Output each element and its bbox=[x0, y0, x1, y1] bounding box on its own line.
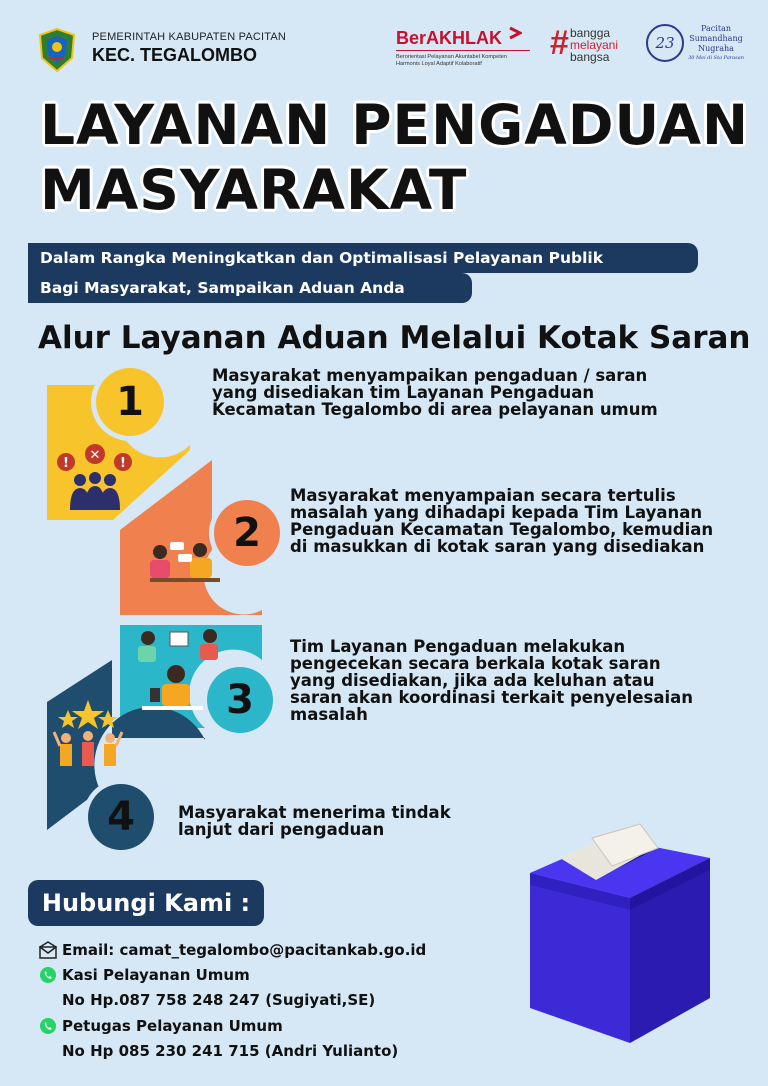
step-1-line: Masyarakat menyampaikan pengaduan / saran bbox=[212, 366, 648, 385]
whatsapp-icon bbox=[39, 966, 57, 984]
subtitle-banner-1: Dalam Rangka Meningkatkan dan Optimalisasi Pelayanan Publik bbox=[28, 243, 698, 273]
step-4-line: Masyarakat menerima tindak bbox=[178, 803, 451, 822]
bangga-melayani-logo bbox=[550, 24, 630, 64]
petugas-label: Petugas Pelayanan Umum bbox=[62, 1017, 283, 1035]
hash-symbol: # bbox=[550, 24, 569, 62]
kasi-phone[interactable]: No Hp.087 758 248 247 (Sugiyati,SE) bbox=[62, 991, 376, 1009]
mail-icon bbox=[39, 941, 57, 959]
bangga-word-1: bangga bbox=[570, 26, 611, 40]
step-4-number: 4 bbox=[88, 784, 154, 850]
government-line: PEMERINTAH KABUPATEN PACITAN bbox=[92, 31, 287, 43]
pacitan-anniversary-logo bbox=[646, 22, 746, 66]
whatsapp-icon bbox=[39, 1017, 57, 1035]
svg-text:!: ! bbox=[120, 456, 126, 471]
contact-heading: Hubungi Kami : bbox=[28, 880, 264, 926]
step-1-line: Kecamatan Tegalombo di area pelayanan umum bbox=[212, 400, 658, 419]
step-3-number: 3 bbox=[207, 667, 273, 733]
step-3-line: pengecekan secara berkala kotak saran bbox=[290, 654, 661, 673]
contact-email[interactable]: Email: camat_tegalombo@pacitankab.go.id bbox=[62, 941, 427, 959]
section-title: Alur Layanan Aduan Melalui Kotak Saran bbox=[38, 320, 751, 356]
kasi-label: Kasi Pelayanan Umum bbox=[62, 966, 250, 984]
subtitle-banner-2: Bagi Masyarakat, Sampaikan Aduan Anda bbox=[28, 273, 472, 303]
step-2-line: Pengaduan Kecamatan Tegalombo, kemudian bbox=[290, 520, 714, 539]
step-1-number: 1 bbox=[96, 368, 164, 436]
step-2-number: 2 bbox=[214, 500, 280, 566]
step-3-text bbox=[290, 638, 693, 723]
step-3-line: yang disediakan, jika ada keluhan atau bbox=[290, 671, 655, 690]
regency-emblem-icon bbox=[38, 28, 76, 72]
steps-graphic bbox=[0, 370, 300, 850]
svg-text:!: ! bbox=[63, 456, 69, 471]
divider bbox=[396, 50, 530, 51]
page-title-line-1: LAYANAN PENGADUAN bbox=[40, 93, 750, 157]
bangga-word-2: melayani bbox=[570, 38, 619, 52]
bangga-word-3: bangsa bbox=[570, 50, 610, 64]
anniversary-badge: 23 bbox=[646, 24, 684, 62]
step-3-line: masalah bbox=[290, 705, 368, 724]
step-4-line: lanjut dari pengaduan bbox=[178, 820, 385, 839]
step-2-line: Masyarakat menyampaian secara tertulis bbox=[290, 486, 676, 505]
pacitan-text-3: Nugraha bbox=[698, 44, 734, 53]
pacitan-text-2: Sumandhang bbox=[689, 34, 743, 43]
svg-text:✕: ✕ bbox=[89, 448, 101, 463]
petugas-phone[interactable]: No Hp 085 230 241 715 (Andri Yulianto) bbox=[62, 1042, 399, 1060]
step-4-text bbox=[178, 804, 451, 838]
step-2-text bbox=[290, 487, 713, 555]
page-title-line-2: MASYARAKAT bbox=[40, 158, 468, 222]
step-3-line: Tim Layanan Pengaduan melakukan bbox=[290, 637, 626, 656]
step-2-line: masalah yang dihadapi kepada Tim Layanan bbox=[290, 503, 703, 522]
chevron-right-icon bbox=[508, 26, 522, 40]
pacitan-text-4: 30 Mei di Sta Parasan bbox=[688, 55, 744, 61]
district-name: KEC. TEGALOMBO bbox=[92, 45, 257, 65]
suggestion-box-icon bbox=[500, 818, 725, 1050]
berakhlak-title: BerAKHLAK bbox=[396, 28, 503, 48]
berakhlak-values-2: Harmonis Loyal Adaptif Kolaboratif bbox=[396, 61, 482, 67]
berakhlak-logo bbox=[396, 26, 538, 68]
step-1-line: yang disediakan tim Layanan Pengaduan bbox=[212, 383, 595, 402]
berakhlak-values-1: Berorientasi Pelayanan Akuntabel Kompeten bbox=[396, 54, 508, 60]
pacitan-text-1: Pacitan bbox=[701, 24, 731, 33]
step-3-line: saran akan koordinasi terkait penyelesaian bbox=[290, 688, 694, 707]
step-2-line: di masukkan di kotak saran yang disediakan bbox=[290, 537, 705, 556]
step-1-text bbox=[212, 367, 658, 418]
